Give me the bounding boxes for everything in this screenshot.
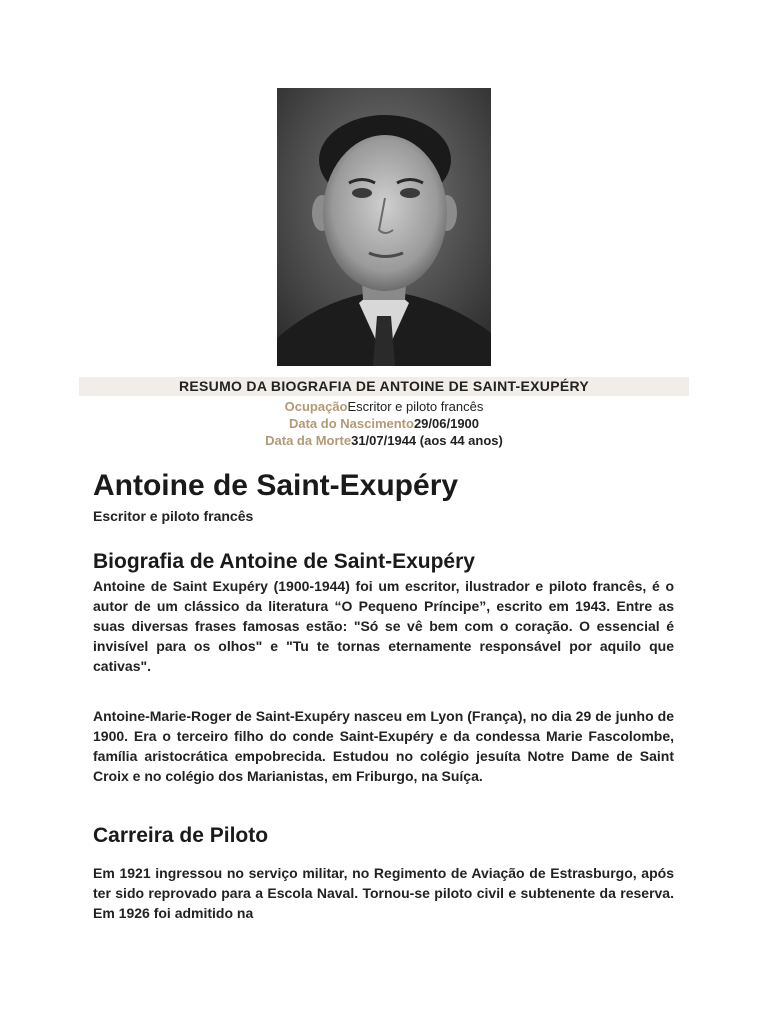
page-title: Antoine de Saint-Exupéry bbox=[93, 469, 459, 502]
career-paragraph-1: Em 1921 ingressou no serviço militar, no Regimento de Aviação de Estrasburgo, após ter sido reprovado para a Escola Naval. Tornou-se piloto civil e subtenente da reserva. Em 1926 foi admitido na bbox=[93, 865, 674, 921]
biography-paragraph-2: Antoine-Marie-Roger de Saint-Exupéry nasceu em Lyon (França), no dia 29 de junho de 1900. Era o terceiro filho do conde Saint-Exupéry e da condessa Marie Fascolombe, família aristocrática empobrecida. Estudou no colégio jesuíta Notre Dame de Saint Croix e no colégio dos Marianistas, em Friburgo, na Suíça. bbox=[93, 708, 674, 784]
page-subtitle: Escritor e piloto francês bbox=[93, 508, 254, 524]
career-heading: Carreira de Piloto bbox=[93, 824, 269, 847]
author-portrait bbox=[277, 88, 491, 366]
birth-value: 29/06/1900 bbox=[413, 416, 480, 431]
birth-label: Data do Nascimento bbox=[288, 416, 414, 431]
occupation-row bbox=[79, 398, 689, 415]
death-label: Data da Morte bbox=[265, 433, 352, 448]
death-value: 31/07/1944 (aos 44 anos) bbox=[351, 433, 503, 448]
birth-row bbox=[79, 415, 689, 432]
death-row bbox=[79, 432, 689, 449]
biography-heading: Biografia de Antoine de Saint-Exupéry bbox=[93, 550, 475, 573]
occupation-label: Ocupação bbox=[284, 399, 348, 414]
biography-paragraph-1: Antoine de Saint Exupéry (1900-1944) foi um escritor, ilustrador e piloto francês, é o autor de um clássico da literatura “O Pequeno Príncipe”, escrito em 1943. Entre as suas diversas frases famosas estão: "Só se vê bem com o coração. O essencial é invisível para os olhos" e "Tu te tornas eternamente responsável por aquilo que cativas". bbox=[93, 578, 674, 674]
occupation-value: Escritor e piloto francês bbox=[347, 399, 484, 414]
summary-title: RESUMO DA BIOGRAFIA DE ANTOINE DE SAINT-EXUPÉRY bbox=[178, 378, 590, 394]
